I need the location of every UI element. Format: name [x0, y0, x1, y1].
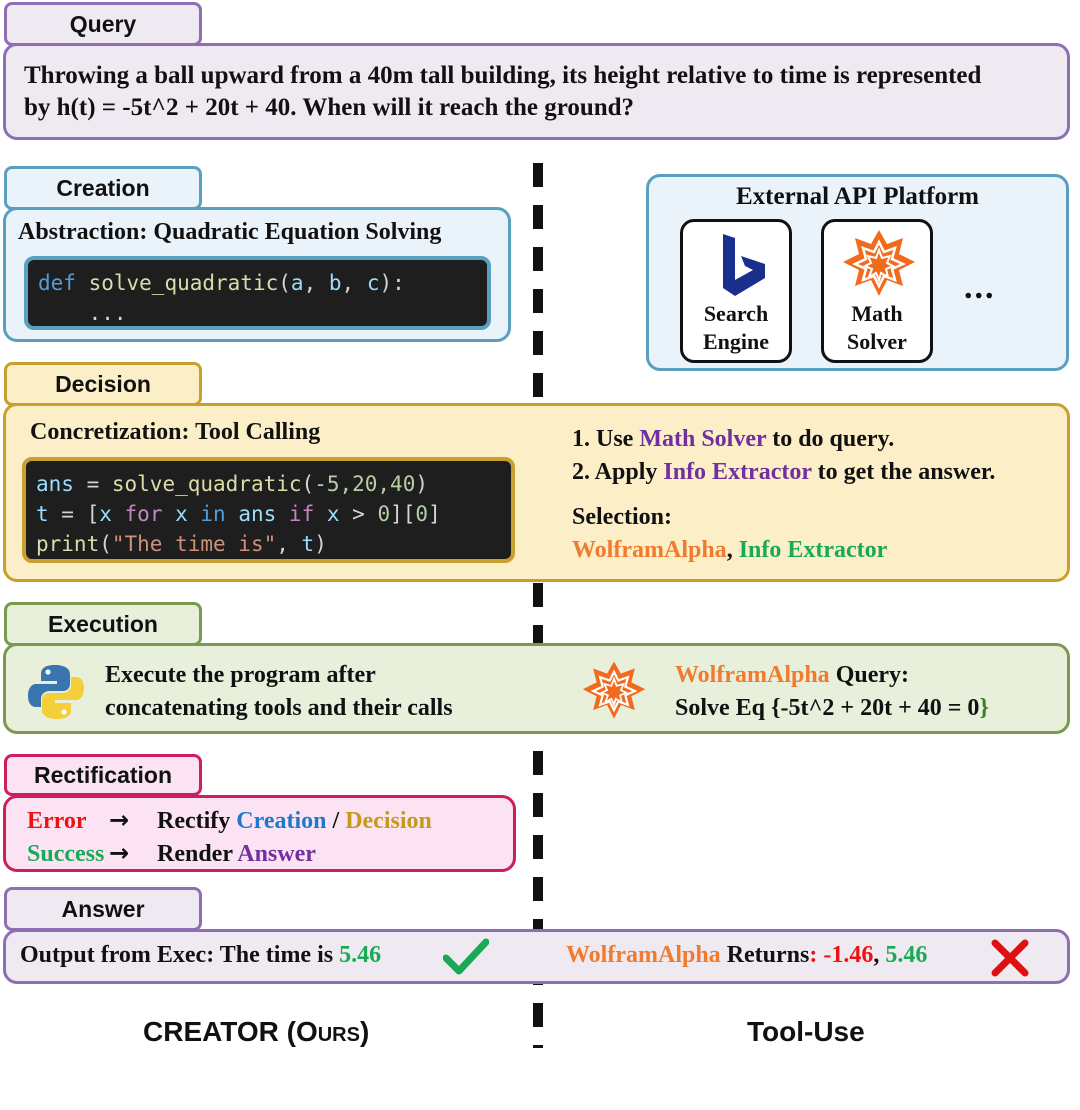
decision-tab: Decision — [4, 362, 202, 406]
rectification-tab: Rectification — [4, 754, 202, 796]
decision-step2: 2. Apply Info Extractor to get the answer. — [572, 459, 996, 485]
abstraction-label: Abstraction: Quadratic Equation Solving — [18, 219, 442, 245]
external-api-title: External API Platform — [735, 183, 979, 210]
execution-line2: concatenating tools and their calls — [105, 695, 453, 721]
query-text-line1: Throwing a ball upward from a 40m tall building, its height relative to time is represented — [24, 62, 982, 89]
rectification-error-row: Error → Rectify Creation / Decision — [27, 806, 432, 834]
creation-panel — [3, 207, 511, 342]
math-solver-line2: Solver — [847, 329, 907, 354]
concretization-label: Concretization: Tool Calling — [30, 419, 321, 445]
query-text-line2: by h(t) = -5t^2 + 20t + 40. When will it reach the ground? — [24, 94, 635, 121]
external-api-panel — [646, 174, 1069, 371]
decision-step1: 1. Use Math Solver to do query. — [572, 426, 895, 452]
creation-code-block: def solve_quadratic(a, b, c): ... — [24, 256, 491, 330]
selection-label: Selection: — [572, 504, 672, 530]
decision-code-block: ans = solve_quadratic(-5,20,40) t = [x for x in ans if x > 0][0] print("The time is", t) — [22, 457, 515, 563]
cross-icon — [990, 939, 1030, 977]
rectification-panel — [3, 795, 516, 872]
creator-label: CREATOR (Ours) — [143, 1016, 370, 1047]
section-divider — [533, 163, 543, 1048]
check-icon — [443, 938, 489, 976]
search-engine-line1: Search — [703, 301, 769, 326]
tooluse-label: Tool-Use — [747, 1016, 865, 1047]
math-solver-line1: Math — [851, 301, 903, 326]
rectification-success-row: Success → Render Answer — [27, 839, 316, 867]
search-engine-line2: Engine — [702, 329, 770, 354]
search-engine-card[interactable] — [680, 219, 792, 363]
bing-logo-icon — [719, 232, 773, 298]
wolfram-star-icon — [581, 658, 647, 724]
wolfram-star-icon — [841, 228, 917, 300]
tooluse-output: WolframAlpha Returns: -1.46, 5.46 — [566, 942, 928, 968]
more-apis-ellipsis: ... — [964, 269, 996, 306]
creation-tab: Creation — [4, 166, 202, 210]
math-solver-card[interactable] — [821, 219, 933, 363]
wolfram-query-label: WolframAlpha Query: — [675, 662, 909, 688]
answer-panel — [3, 929, 1070, 984]
decision-panel — [3, 403, 1070, 582]
python-logo-icon — [27, 663, 85, 721]
query-panel — [3, 43, 1070, 140]
creator-output: Output from Exec: The time is 5.46 — [20, 942, 382, 968]
answer-tab: Answer — [4, 887, 202, 931]
wolfram-query-equation: Solve Eq {-5t^2 + 20t + 40 = 0} — [675, 695, 989, 721]
execution-line1: Execute the program after — [105, 662, 376, 688]
selection-tools: WolframAlpha, Info Extractor — [572, 537, 888, 563]
execution-panel — [3, 643, 1070, 734]
execution-tab: Execution — [4, 602, 202, 646]
query-tab: Query — [4, 2, 202, 46]
